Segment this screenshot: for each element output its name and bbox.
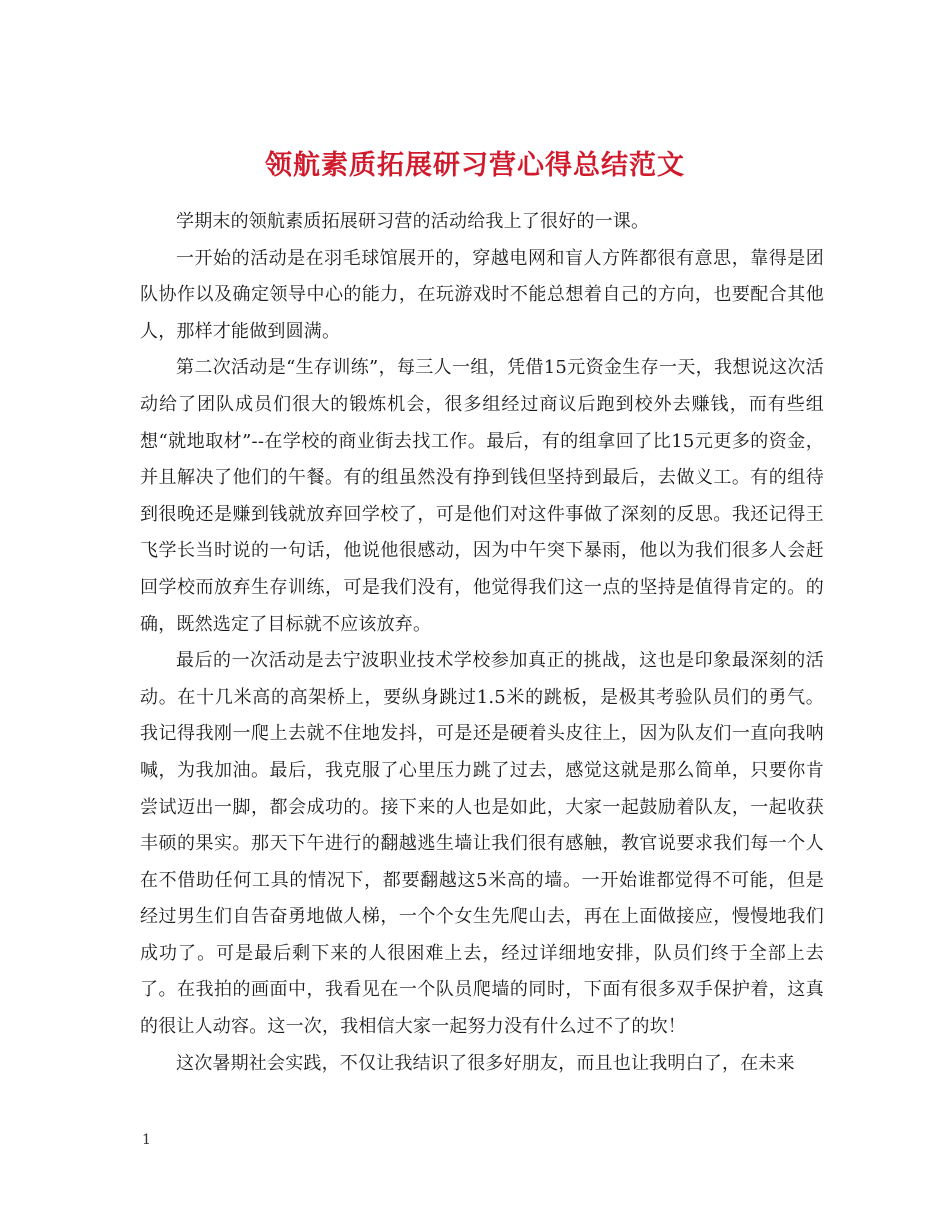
paragraph-4: 最后的一次活动是去宁波职业技术学校参加真正的挑战，这也是印象最深刻的活动。在十几米高的高架桥上，要纵身跳过1.5米的跳板，是极其考验队员们的勇气。我记得我刚一爬上去就不住地发抖，可是还是硬着头皮往上，因为队友们一直向我呐喊，为我加油。最后，我克服了心里压力跳了过去，感觉这就是那么简单，只要你肯尝试迈出一脚，都会成功的。接下来的人也是如此，大家一起鼓励着队友，一起收获丰硕的果实。那天下午进行的翻越逃生墙让我们很有感触，教官说要求我们每一个人在不借助任何工具的情况下，都要翻越这5米高的墙。一开始谁都觉得不可能，但是经过男生们自告奋勇地做人梯，一个个女生先爬山去，再在上面做接应，慢慢地我们成功了。可是最后剩下来的人很困难上去，经过详细地安排，队员们终于全部上去了。在我拍的画面中，我看见在一个队员爬墙的同时，下面有很多双手保护着，这真的很让人动容。这一次，我相信大家一起努力没有什么过不了的坎！ xyxy=(140,650,824,1038)
paragraph-5: 这次暑期社会实践，不仅让我结识了很多好朋友，而且也让我明白了，在未来 xyxy=(176,1052,795,1074)
page-number: 1 xyxy=(142,1132,151,1148)
paragraph-3: 第二次活动是“生存训练”，每三人一组，凭借15元资金生存一天，我想说这次活动给了团队成员们很大的锻炼机会，很多组经过商议后跑到校外去赚钱，而有些组想“就地取材”--在学校的商业街去找工作。最后，有的组拿回了比15元更多的资金，并且解决了他们的午餐。有的组虽然没有挣到钱但坚持到最后，去做义工。有的组待到很晚还是赚到钱就放弃回学校了，可是他们对这件事做了深刻的反思。我还记得王飞学长当时说的一句话，他说他很感动，因为中午突下暴雨，他以为我们很多人会赶回学校而放弃生存训练，可是我们没有，他觉得我们这一点的坚持是值得肯定的。的确，既然选定了目标就不应该放弃。 xyxy=(140,357,824,635)
document-title: 领航素质拓展研习营心得总结范文 xyxy=(265,150,685,182)
paragraph-2: 一开始的活动是在羽毛球馆展开的，穿越电网和盲人方阵都很有意思，靠得是团队协作以及确定领导中心的能力，在玩游戏时不能总想着自己的方向，也要配合其他人，那样才能做到圆满。 xyxy=(140,247,824,342)
paragraph-1: 学期末的领航素质拓展研习营的活动给我上了很好的一课。 xyxy=(176,211,650,232)
document-body xyxy=(140,204,824,1082)
